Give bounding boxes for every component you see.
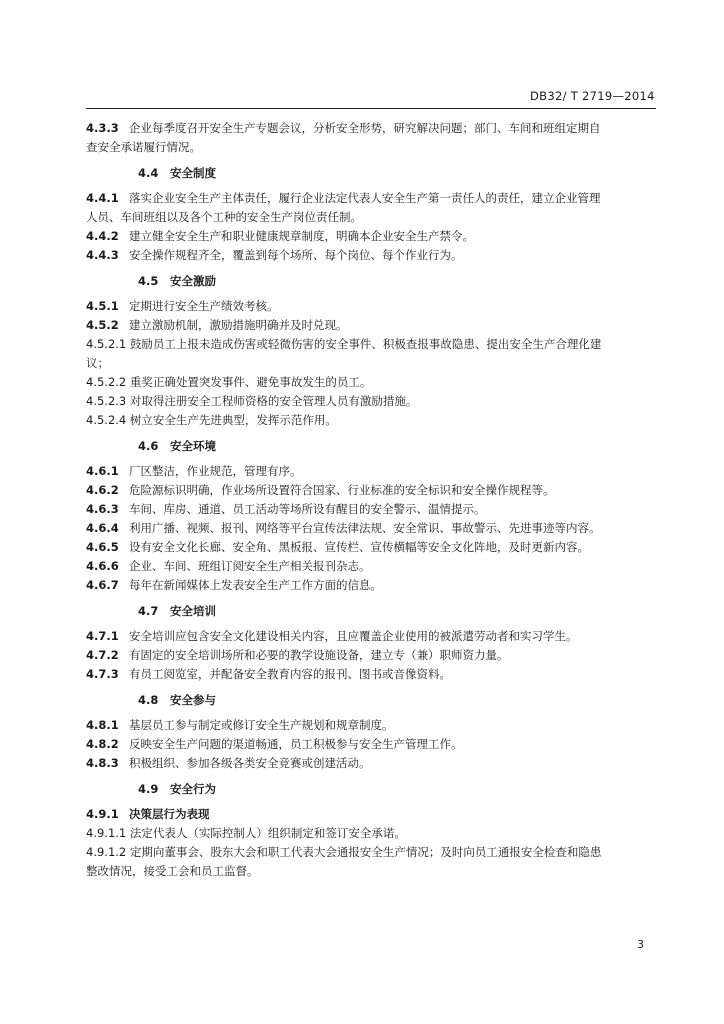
clause-text: 企业、车间、班组订阅安全生产相关报刊杂志。 (129, 559, 371, 573)
clause-item (86, 716, 656, 735)
clause-text: 安全操作规程齐全，覆盖到每个场所、每个岗位、每个作业行为。 (129, 248, 463, 262)
clause-item (86, 576, 656, 595)
clause-number: 4.6.6 (86, 559, 119, 573)
clause-item (86, 246, 656, 265)
clause-number: 4.7.1 (86, 629, 119, 643)
clause-text: 厂区整洁，作业规范，管理有序。 (129, 464, 302, 478)
clause-text: 决策层行为表现 (129, 807, 210, 821)
section-number: 4.6 (138, 439, 159, 453)
clause-item (86, 538, 656, 557)
clause-text: 建立激励机制，激励措施明确并及时兑现。 (129, 318, 348, 332)
clause-number: 4.6.1 (86, 464, 119, 478)
clause-text: 设有安全文化长廊、安全角、黑板报、宣传栏、宣传横幅等安全文化阵地，及时更新内容。 (129, 540, 589, 554)
clause-number: 4.8.2 (86, 737, 119, 751)
sub-clause: 4.9.1.1 法定代表人（实际控制人）组织制定和签订安全承诺。 (86, 826, 406, 840)
section-heading (86, 691, 656, 710)
clause-text: 有固定的安全培训场所和必要的教学设施设备，建立专（兼）职师资力量。 (129, 648, 509, 662)
section-number: 4.8 (138, 693, 159, 707)
clause-text: 每年在新闻媒体上发表安全生产工作方面的信息。 (129, 578, 382, 592)
clause-number: 4.5.2 (86, 318, 119, 332)
clause-number: 4.7.3 (86, 667, 119, 681)
section-number: 4.5 (138, 274, 159, 288)
section-title: 安全行为 (170, 782, 216, 796)
clause-text: 建立健全安全生产和职业健康规章制度，明确本企业安全生产禁令。 (129, 229, 474, 243)
clause-item (86, 227, 656, 246)
sub-clause: 4.5.2.3 对取得注册安全工程师资格的安全管理人员有激励措施。 (86, 394, 418, 408)
section-number: 4.9 (138, 782, 159, 796)
clause-number: 4.6.3 (86, 502, 119, 516)
clause-item (86, 500, 656, 519)
clause-item (86, 627, 656, 646)
section-heading (86, 780, 656, 799)
clause-text: 有员工阅览室，并配备安全教育内容的报刊、图书或音像资料。 (129, 667, 451, 681)
header-divider (86, 108, 656, 109)
clause-number: 4.6.2 (86, 483, 119, 497)
section-title: 安全制度 (170, 166, 216, 180)
clause-number: 4.4.1 (86, 191, 119, 205)
sub-clause: 4.5.2.2 重奖正确处置突发事件、避免事故发生的员工。 (86, 375, 372, 389)
clause-text: 利用广播、视频、报刊、网络等平台宣传法律法规、安全常识、事故警示、先进事迹等内容。 (129, 521, 601, 535)
document-body (86, 119, 656, 881)
clause-number: 4.8.3 (86, 756, 119, 770)
clause-text: 企业每季度召开安全生产专题会议，分析安全形势，研究解决问题；部门、车间和班组定期自 (129, 121, 601, 135)
sub-clause: 4.9.1.2 定期向董事会、股东大会和职工代表大会通报安全生产情况；及时向员工通报安全检查和隐患 (86, 845, 602, 859)
clause-continuation: 整改情况，接受工会和员工监督。 (86, 864, 259, 878)
clause-number: 4.3.3 (86, 121, 119, 135)
standard-code: DB32/ T 2719—2014 (530, 89, 655, 103)
section-heading (86, 164, 656, 183)
clause-text: 车间、库房、通道、员工活动等场所设有醒目的安全警示、温情提示。 (129, 502, 486, 516)
clause-number: 4.7.2 (86, 648, 119, 662)
clause-number: 4.9.1 (86, 807, 119, 821)
clause-item (86, 462, 656, 481)
page-number: 3 (637, 938, 644, 951)
section-title: 安全参与 (170, 693, 216, 707)
sub-clause: 4.5.2.1 鼓励员工上报未造成伤害或轻微伤害的安全事件、积极查报事故隐患、提出安全生产合理化建 (86, 337, 602, 351)
clause-item (86, 735, 656, 754)
clause-text: 基层员工参与制定或修订安全生产规划和规章制度。 (129, 718, 394, 732)
sub-clause: 4.5.2.4 树立安全生产先进典型，发挥示范作用。 (86, 413, 337, 427)
clause-item (86, 646, 656, 665)
clause-continuation: 查安全承诺履行情况。 (86, 140, 201, 154)
section-title: 安全培训 (170, 604, 216, 618)
clause-number: 4.5.1 (86, 299, 119, 313)
clause-number: 4.6.4 (86, 521, 119, 535)
clause-item (86, 481, 656, 500)
clause-number: 4.4.2 (86, 229, 119, 243)
clause-text: 定期进行安全生产绩效考核。 (129, 299, 279, 313)
clause-item (86, 665, 656, 684)
section-heading (86, 437, 656, 456)
clause-number: 4.6.5 (86, 540, 119, 554)
section-title: 安全激励 (170, 274, 216, 288)
clause-text: 反映安全生产问题的渠道畅通，员工积极参与安全生产管理工作。 (129, 737, 463, 751)
clause-text: 落实企业安全生产主体责任，履行企业法定代表人安全生产第一责任人的责任，建立企业管理 (129, 191, 601, 205)
clause-number: 4.4.3 (86, 248, 119, 262)
clause-item (86, 557, 656, 576)
section-heading (86, 602, 656, 621)
clause-number: 4.8.1 (86, 718, 119, 732)
section-heading (86, 272, 656, 291)
section-number: 4.7 (138, 604, 159, 618)
clause-continuation: 人员、车间班组以及各个工种的安全生产岗位责任制。 (86, 210, 362, 224)
clause-item (86, 519, 656, 538)
clause-number: 4.6.7 (86, 578, 119, 592)
clause-text: 危险源标识明确，作业场所设置符合国家、行业标准的安全标识和安全操作规程等。 (129, 483, 555, 497)
clause-text: 积极组织、参加各级各类安全竞赛或创建活动。 (129, 756, 371, 770)
clause-item (86, 119, 656, 138)
clause-item (86, 754, 656, 773)
clause-text: 安全培训应包含安全文化建设相关内容，且应覆盖企业使用的被派遣劳动者和实习学生。 (129, 629, 578, 643)
clause-item (86, 297, 656, 316)
clause-continuation: 议； (86, 356, 109, 370)
subsection-heading (86, 805, 656, 824)
clause-item (86, 189, 656, 208)
section-number: 4.4 (138, 166, 159, 180)
section-title: 安全环境 (170, 439, 216, 453)
clause-item (86, 316, 656, 335)
